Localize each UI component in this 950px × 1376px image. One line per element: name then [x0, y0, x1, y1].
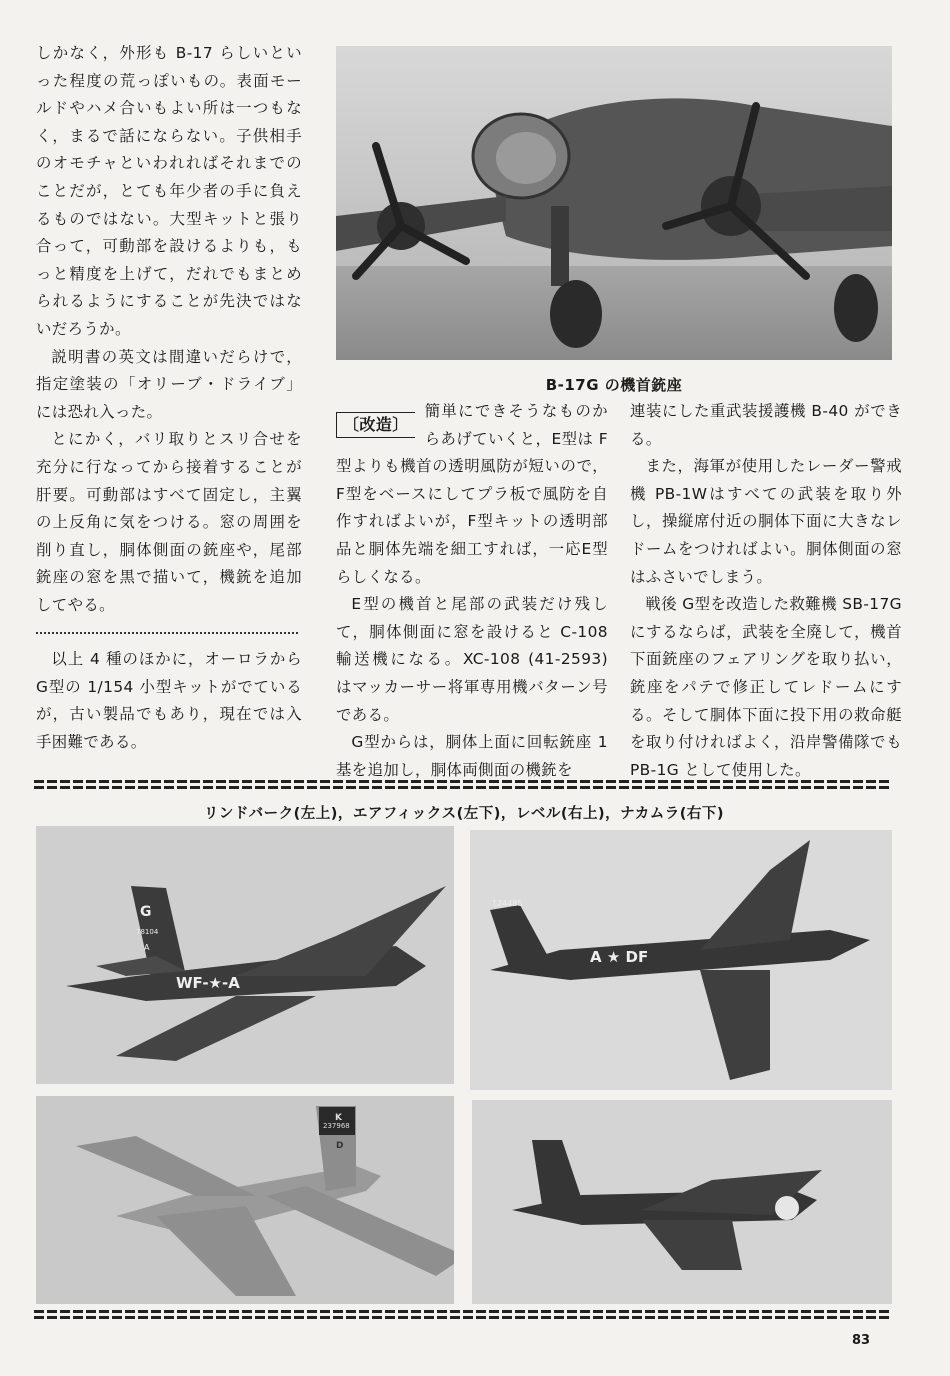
paragraph: 連装にした重武装援護機 B-40 ができる。	[630, 402, 902, 448]
tail-letter: A	[144, 943, 150, 952]
b17-nose-photo-drawing	[336, 46, 892, 360]
photo-model-revell	[470, 830, 892, 1090]
tail-serial: 124485	[492, 899, 523, 908]
model-plane-drawing	[472, 1100, 892, 1304]
paragraph: 簡単にできそうなものからあげていくと，E型は F型よりも機首の透明風防が短いので，F型をベースにしてプラ板で風防を自作すればよいが，F型キットの透明部品と胴体先端を細工すれば，一応E型らしくなる。	[336, 402, 608, 586]
decorative-band	[34, 780, 892, 789]
paragraph: しかなく，外形も B-17 らしいといった程度の荒っぽいもの。表面モールドやハメ合いもよい所は一つもなく，まるで話にならない。子供相手のオモチャといわれればそれまでのことだが，とても年少者の手に負えるものではない。大型キットと張り合って，可動部を設けるよりも，もっと精度を上げて，だれでもまとめられるようにすることが先決ではないだろうか。	[36, 44, 302, 338]
tail-marking: G	[140, 904, 152, 920]
section-heading: 〔改造〕	[336, 412, 415, 438]
paragraph: とにかく，バリ取りとスリ合せを充分に行なってから接着することが肝要。可動部はすべて固定し，主翼の上反角に気をつける。窓の周囲を削り直し，胴体側面の銃座や，尾部銃座の窓を黒で描いて，機銃を追加してやる。	[36, 430, 302, 614]
model-plane-drawing	[36, 1096, 454, 1304]
paragraph: 説明書の英文は間違いだらけで，指定塗装の「オリーブ・ドライブ」には恐れ入った。	[36, 347, 302, 421]
tail-serial: 78104	[136, 928, 159, 936]
fuselage-marking: A ★ DF	[590, 948, 649, 966]
fuselage-marking: WF-★-A	[176, 974, 240, 992]
page-number: 83	[852, 1333, 871, 1348]
dotted-divider	[36, 632, 298, 634]
text-column-middle	[336, 398, 608, 784]
text-column-left-bottom	[36, 646, 302, 756]
text-column-right	[630, 398, 902, 784]
model-plane-drawing	[470, 830, 892, 1090]
paragraph: E型の機首と尾部の武装だけ残して，胴体側面に窓を設けると C-108 輸送機になる。XC-108 (41-2593) はマッカーサー将軍専用機バターン号である。	[336, 595, 608, 724]
photo-model-airfix	[36, 1096, 454, 1304]
paragraph: G型からは，胴体上面に回転銃座 1基を追加し，胴体両側面の機銃を	[336, 733, 608, 779]
photo-caption-top: B-17G の機首銃座	[545, 376, 683, 394]
photo-model-nakamura	[472, 1100, 892, 1304]
model-plane-drawing	[36, 826, 454, 1084]
tail-serial: 237968	[323, 1122, 350, 1130]
text-column-left	[36, 40, 302, 619]
decorative-band	[34, 1310, 892, 1319]
tail-letter: D	[336, 1141, 344, 1151]
paragraph: 戦後 G型を改造した救難機 SB-17Gにするならば，武装を全廃して，機首下面銃座のフェアリングを取り払い，銃座をパテで修正してレドームにする。そして胴体下面に投下用の救命艇を取り付ければよく，沿岸警備隊でも PB-1G として使用した。	[630, 595, 902, 779]
photo-model-lindberg	[36, 826, 454, 1084]
tail-marking: K	[335, 1113, 342, 1123]
photo-caption-grid: リンドバーク(左上)，エアフィックス(左下)，レベル(右上)，ナカムラ(右下)	[203, 806, 725, 822]
photo-b17g-nose-turret	[336, 46, 892, 360]
paragraph: 以上 4 種のほかに，オーロラから G型の 1/154 小型キットがでているが，古い製品でもあり，現在では入手困難である。	[36, 650, 302, 751]
paragraph: また，海軍が使用したレーダー警戒機 PB-1Wはすべての武装を取り外し，操縦席付近の胴体下面に大きなレドームをつければよい。胴体側面の窓はふさいでしまう。	[630, 457, 902, 586]
